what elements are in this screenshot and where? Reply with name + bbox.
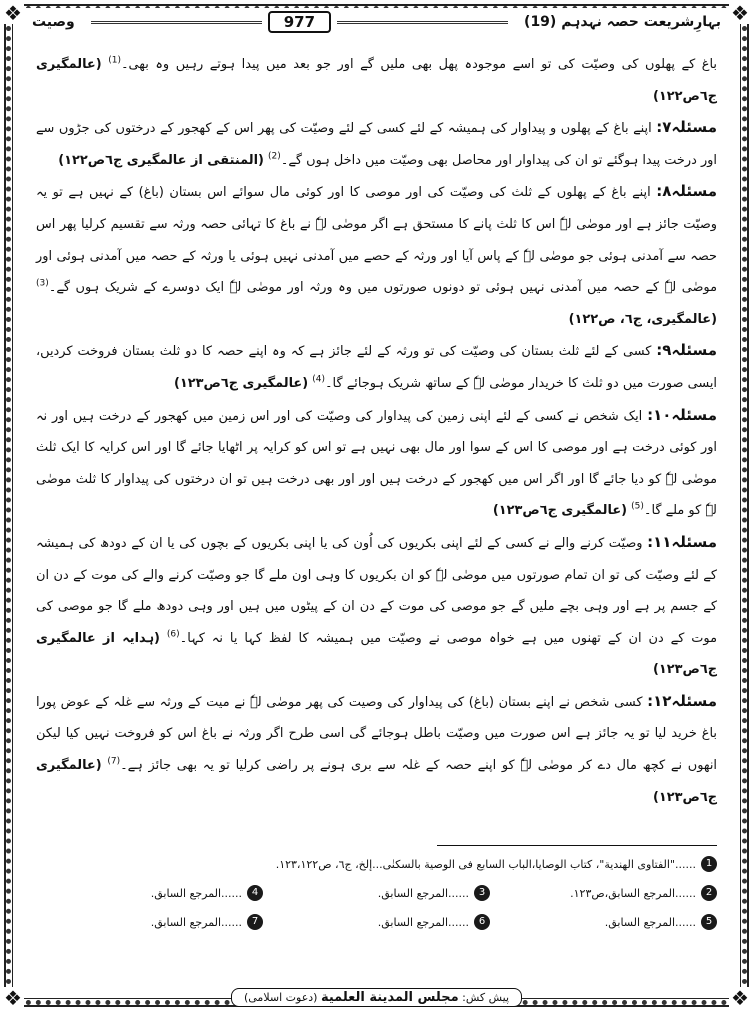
footnote-number-icon: 2 xyxy=(701,885,717,901)
page-footer xyxy=(0,986,753,1007)
footnote-marker: (3) xyxy=(36,278,49,289)
paragraph: مسئلہ۸: اپنے باغ کے پھلوں کے ثلث کی وصیّت کی اور موصی کا اور کوئی مال سوائے اس بستان (باغ) کے نہیں ہے تو یہ وصیّت جائز ہے اور موصٰی لہٗ اس کا ثلث پانے کا مستحق ہے اگر موصٰی لہٗ نے باغ کا تہائی حصہ ورثہ سے تقسیم کرلیا پھر اس حصہ سے آمدنی ہوئی جو موصٰی لہٗ کے پاس آیا اور ورثہ کے حصے میں آمدنی نہیں ہوئی یا ورثہ کے حصہ میں آمدنی ہوئی اور موصٰی لہٗ کے حصہ میں آمدنی نہیں ہوئی تو دونوں صورتوں میں وہ ورثہ اور موصٰی لہٗ ایک دوسرے کے شریک ہوں گے۔$^{(3)}$ (عالمگیری، ج٦، ص١٢٢) xyxy=(36,182,717,327)
reference: (عالمگیری ج٦ص١٢٣) xyxy=(492,503,628,519)
reference: (عالمگیری ج٦ص١٢٢) xyxy=(36,57,717,104)
masala-label: مسئلہ۷: xyxy=(656,118,717,137)
footnote-marker: (1) xyxy=(108,55,121,66)
masala-label: مسئلہ۱۰: xyxy=(647,405,717,424)
reference: (عالمگیری ج٦ص١٢٣) xyxy=(173,375,309,391)
footnote-number-icon: 6 xyxy=(474,914,490,930)
paragraph: مسئلہ۱۰: ایک شخص نے کسی کے لئے اپنی زمین کی پیداوار کی وصیّت کی اور اس زمین میں کھجور کے درخت ہیں اور نہ اور کوئی درخت ہے اور موصی کا اس کے سوا اور مال بھی نہیں ہے تو اس کو کرایہ پر اٹھایا جائے گا اور اس کرایہ کا ایک ثلث موصٰی لہٗ کو دیا جائے گا اور اگر اس میں کھجور کے درخت ہیں اور اور بھی درخت ہیں تو ان درختوں کی پیداوار کا ثلث موصٰی لہٗ کو ملے گا۔$^{(5)}$ (عالمگیری ج٦ص١٢٣) xyxy=(36,405,717,519)
reference: (عالمگیری، ج٦، ص١٢٢) xyxy=(568,311,717,327)
masala-label: مسئلہ۹: xyxy=(656,341,717,360)
footnote-marker: (7) xyxy=(107,756,121,767)
footnote: 1 ......"الفتاوى الهندية"، كتاب الوصايا،الباب السابع فى الوصية بالسكنٰى...إلخ، ج٦، ص١٢٣،١٢٢. xyxy=(36,856,717,872)
footnotes xyxy=(36,856,717,943)
publisher-name: مجلس المدينة العلمية xyxy=(320,990,459,1005)
corner-ornament-icon: ❖ xyxy=(2,2,24,24)
reference: (المنتقی از عالمگیری ج٦ص١٢٢) xyxy=(58,152,264,168)
paragraph: مسئلہ۱۱: وصیّت کرنے والے نے کسی کے لئے اپنی بکریوں کی اُون کی یا اپنی بکریوں کے بچوں کی یا ان کے دودھ کی ہمیشہ کے لئے وصیّت کی تو ان تمام صورتوں میں موصٰی لہٗ کو ان بکریوں کا وہی اون ملے گا جو وصیّت کرنے والے کی موت کے دن ان کے جسم پر ہے اور وہی بچے ملیں گے جو موصی کی موت کے دن ان کے پیٹوں میں ہیں اور وہی دودھ ملے گا جو موصی کی موت کے دن ان کے تھنوں میں ہے خواہ موصی نے وصیّت میں ہمیشہ کا لفظ کہا یا نہ کہا۔$^{(6)}$ (ہدایہ از عالمگیری ج٦ص١٢٣) xyxy=(36,532,717,678)
footnote-marker: (2) xyxy=(268,151,281,162)
publisher-subtitle: (دعوت اسلامی) xyxy=(243,991,318,1004)
footnote-number-icon: 4 xyxy=(247,885,263,901)
corner-ornament-icon: ❖ xyxy=(729,987,751,1009)
corner-ornament-icon: ❖ xyxy=(2,987,24,1009)
reference: (ہدایہ از عالمگیری ج٦ص١٢٣) xyxy=(36,630,717,678)
presenter-label: پیش کش: xyxy=(462,991,510,1004)
page-header xyxy=(22,8,731,36)
footnote-number-icon: 7 xyxy=(247,914,263,930)
reference: (عالمگیری ج٦ص١٢٣) xyxy=(36,758,717,805)
footnote-number-icon: 5 xyxy=(701,914,717,930)
main-text xyxy=(36,48,717,813)
paragraph: مسئلہ۹: کسی کے لئے ثلث بستان کی وصیّت کی تو ورثہ کے لئے جائز ہے کہ وہ اپنے حصہ کا دو ثلث بستان فروخت کردیں، ایسی صورت میں دو ثلث کا خریدار موصٰی لہٗ کے ساتھ شریک ہوجائے گا۔$^{(4)}$ (عالمگیری ج٦ص١٢٣) xyxy=(36,341,717,391)
footnote: 5 ......المرجع السابق. xyxy=(490,914,717,930)
paragraph: مسئلہ۱۲: کسی شخص نے اپنے بستان (باغ) کی پیداوار کی وصیت کی پھر موصٰی لہٗ نے میت کے ورثہ سے غلہ کے عوض پورا باغ خرید لیا تو یہ جائز ہے اس صورت میں وصیّت باطل ہوجائے گی اسی طرح اگر ورثہ نے باغ اس کو فروخت نہیں کیا لیکن انھوں نے کچھ مال دے کر موصٰی لہٗ کو اپنے حصہ کے غلہ سے بری ہونے پر راضی کرلیا تو یہ بھی جائز ہے۔$^{(7)}$ (عالمگیری ج٦ص١٢٣) xyxy=(36,691,717,805)
footnote-separator xyxy=(437,845,717,846)
footnote: 4 ......المرجع السابق. xyxy=(36,885,263,901)
masala-label: مسئلہ۸: xyxy=(656,182,717,201)
footnote: 6 ......المرجع السابق. xyxy=(263,914,490,930)
page-number: 977 xyxy=(268,11,331,33)
footnote-number-icon: 1 xyxy=(701,856,717,872)
footnote-marker: (4) xyxy=(312,374,325,385)
footnote: 2 ......المرجع السابق،ص١٢٣. xyxy=(490,885,717,901)
paragraph: باغ کے پھلوں کی وصیّت کی تو اسے موجودہ پھل بھی ملیں گے اور جو بعد میں پیدا ہوتے رہیں وہ بھی۔$^{(1)}$ (عالمگیری ج٦ص١٢٢) xyxy=(36,55,717,104)
corner-ornament-icon: ❖ xyxy=(729,2,751,24)
book-title: بہارِشریعت حصہ نہدہم (19) xyxy=(524,14,721,30)
publisher-badge xyxy=(231,988,522,1007)
header-divider xyxy=(91,21,262,24)
footnote: 3 ......المرجع السابق. xyxy=(263,885,490,901)
masala-label: مسئلہ۱۱: xyxy=(647,532,717,551)
footnote: 7 ......المرجع السابق. xyxy=(36,914,263,930)
footnote-marker: (5) xyxy=(631,502,644,513)
footnote-number-icon: 3 xyxy=(474,885,490,901)
chapter-title: وصیت xyxy=(31,14,75,30)
paragraph: مسئلہ۷: اپنے باغ کے پھلوں و پیداوار کی ہمیشہ کے لئے کسی کے لئے وصیّت کی پھر اس کے کھجور کے درختوں کی جڑوں سے اور درخت پیدا ہوگئے تو ان کی پیداوار اور محاصل بھی وصیّت میں داخل ہوں گے۔$^{(2)}$ (المنتقی از عالمگیری ج٦ص١٢٢) xyxy=(36,118,717,168)
masala-label: مسئلہ۱۲: xyxy=(647,691,717,710)
footnote-marker: (6) xyxy=(166,629,180,640)
header-divider xyxy=(337,21,508,24)
